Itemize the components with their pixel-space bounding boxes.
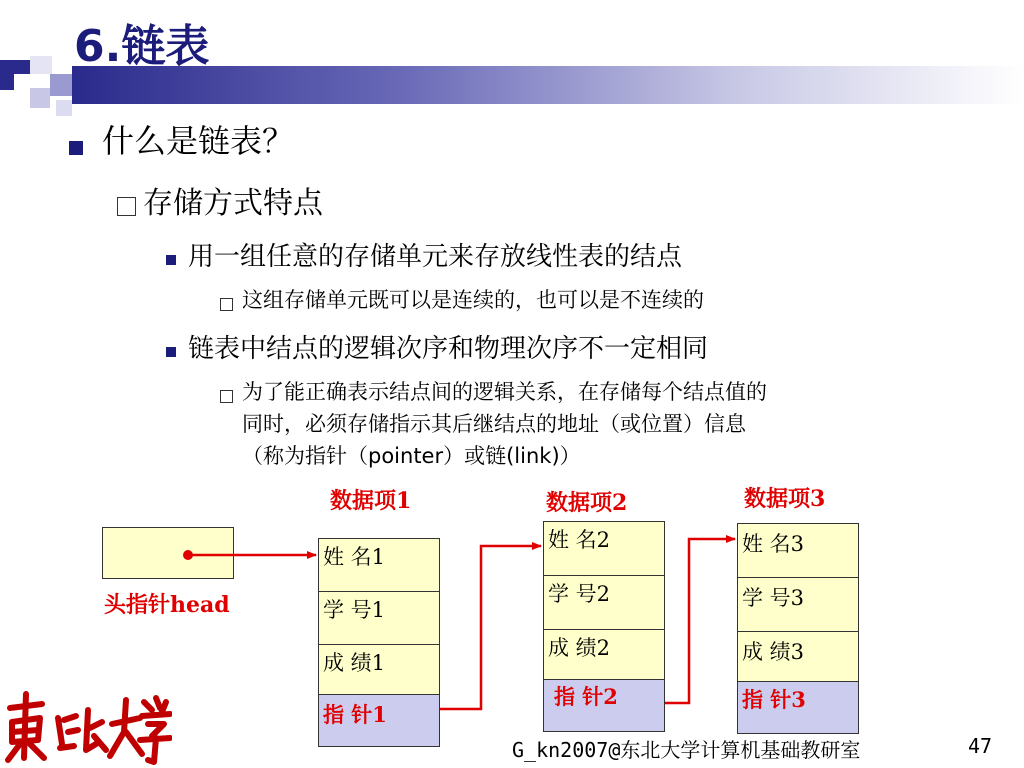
page-title: 6.链表: [74, 21, 210, 72]
bullet-l1: 什么是链表？: [102, 122, 295, 160]
node-cell-name: 姓 名2: [544, 522, 664, 576]
footer-text: G_kn2007@东北大学计算机基础教研室: [512, 738, 861, 762]
arrow-node2-to-node3: [665, 539, 735, 703]
bullet-l4b-line1: 为了能正确表示结点间的逻辑关系，在存储每个结点值的: [242, 380, 767, 404]
node-cell-id: 学 号2: [544, 576, 664, 630]
bullet-l4b-line3: （称为指针（pointer）或链(link)）: [242, 444, 581, 468]
node-cell-name: 姓 名1: [319, 539, 439, 592]
university-logo: [2, 688, 172, 766]
node-label-2: 数据项2: [546, 490, 628, 516]
node-cell-id: 学 号3: [738, 578, 858, 632]
bullet-l2: 存储方式特点: [143, 186, 323, 221]
node-cell-pointer: 指 针3: [738, 682, 858, 733]
arrow-node1-to-node2: [440, 546, 541, 709]
node-cell-pointer: 指 针1: [319, 695, 439, 746]
node-label-1: 数据项1: [330, 488, 412, 514]
bullet-l4b-line2: 同时，必须存储指示其后继结点的地址（或位置）信息: [242, 412, 746, 436]
node-cell-score: 成 绩2: [544, 630, 664, 680]
node-cell-score: 成 绩1: [319, 645, 439, 695]
bullet-l4a: 这组存储单元既可以是连续的，也可以是不连续的: [242, 288, 704, 312]
bullet-l3a: 用一组任意的存储单元来存放线性表的结点: [188, 242, 683, 272]
node-cell-pointer: 指 针2: [544, 680, 664, 731]
head-pointer-label: 头指针head: [104, 592, 230, 618]
node-label-3: 数据项3: [744, 486, 826, 512]
node-cell-score: 成 绩3: [738, 632, 858, 682]
node-cell-id: 学 号1: [319, 592, 439, 645]
page-number: 47: [968, 734, 993, 758]
bullet-l3b: 链表中结点的逻辑次序和物理次序不一定相同: [188, 334, 709, 364]
node-cell-name: 姓 名3: [738, 524, 858, 578]
